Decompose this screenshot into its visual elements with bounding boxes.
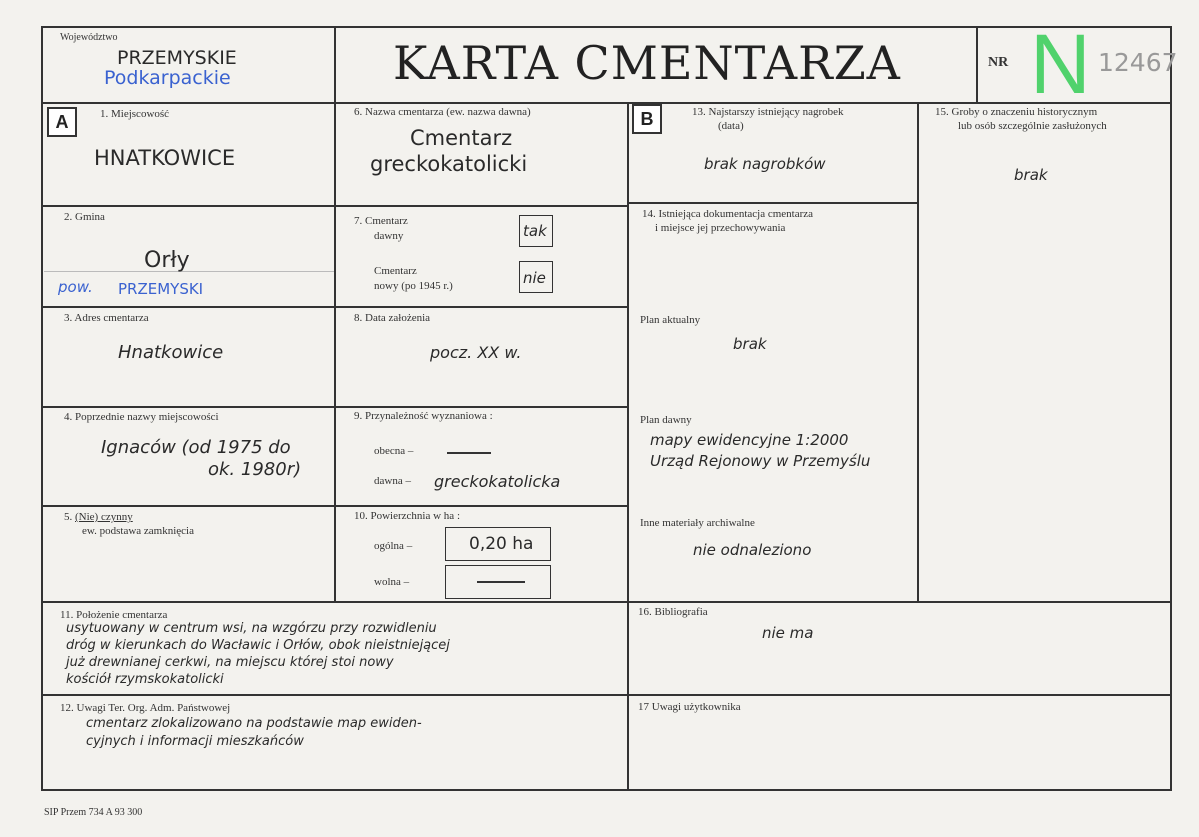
field-6-label: 6. Nazwa cmentarza (ew. nazwa dawna)	[354, 106, 531, 118]
field-11-line3: już drewnianej cerkwi, na miejscu której stoi nowy	[66, 655, 394, 670]
field-14-label-line1: 14. Istniejąca dokumentacja cmentarza	[642, 208, 814, 220]
field-7-nowy-label-b: nowy (po 1945 r.)	[374, 280, 453, 292]
field-7-nowy-label-a: Cmentarz	[374, 265, 417, 277]
field-12-line1: cmentarz zlokalizowano na podstawie map ewiden-	[86, 716, 422, 731]
field-10-wolna-value	[477, 581, 525, 583]
field-10-label: 10. Powierzchnia w ha :	[354, 510, 460, 522]
field-17-label: 17 Uwagi użytkownika	[638, 701, 741, 713]
field-13-value: brak nagrobków	[704, 155, 826, 173]
field-10-wolna-label: wolna –	[374, 576, 410, 588]
field-4-label: 4. Poprzednie nazwy miejscowości	[64, 411, 219, 423]
field-16-label: 16. Bibliografia	[638, 606, 708, 618]
row-line	[41, 601, 1172, 603]
row-line	[41, 406, 628, 408]
field-13-label-line1: 13. Najstarszy istniejący nagrobek	[692, 106, 844, 118]
field-14-label-line2: i miejsce jej przechowywania	[655, 222, 786, 234]
field-10-ogolna-label: ogólna –	[374, 540, 413, 552]
section-a-letter: A	[47, 107, 77, 137]
wojewodztwo-new-value: Podkarpackie	[104, 67, 231, 89]
plan-aktualny-label: Plan aktualny	[640, 314, 701, 326]
field-2-pow-value: PRZEMYSKI	[118, 280, 204, 298]
row-line	[41, 505, 628, 507]
wojewodztwo-label: Województwo	[60, 32, 118, 43]
field-9-dawna-value: greckokatolicka	[434, 472, 561, 491]
field-7-label: 7. Cmentarz	[354, 215, 408, 227]
row-line	[41, 694, 1172, 696]
field-8-value: pocz. XX w.	[430, 343, 522, 362]
field-5-number: 5.	[64, 511, 75, 523]
field-12-line2: cyjnych i informacji mieszkańców	[86, 734, 304, 749]
field-11-line1: usytuowany w centrum wsi, na wzgórzu przy rozwidleniu	[66, 621, 437, 636]
field-9-label: 9. Przynależność wyznaniowa :	[354, 410, 493, 422]
nr-value: 12467	[1098, 48, 1178, 77]
field-13-label-line2: (data)	[718, 120, 744, 132]
row-line	[41, 205, 628, 207]
wojewodztwo-value: PRZEMYSKIE	[117, 47, 237, 69]
field-15-value: brak	[1014, 166, 1048, 184]
field-16-value: nie ma	[762, 624, 814, 642]
inne-materialy-value: nie odnaleziono	[693, 541, 812, 559]
plan-dawny-label: Plan dawny	[640, 414, 692, 426]
field-10-ogolna-value: 0,20 ha	[469, 534, 534, 554]
field-1-value: HNATKOWICE	[94, 146, 236, 170]
field-9-dawna-label: dawna –	[374, 475, 411, 487]
field-15-label-line1: 15. Groby o znaczeniu historycznym	[935, 106, 1098, 118]
plan-aktualny-value: brak	[733, 335, 767, 353]
field-5-sublabel: ew. podstawa zamknięcia	[82, 525, 194, 537]
row-line	[41, 306, 628, 308]
field-4-value-line1: Ignaców (od 1975 do	[101, 437, 291, 458]
field-2-pow-prefix: pow.	[58, 278, 93, 296]
field-6-value-line2: greckokatolicki	[370, 152, 528, 176]
field-2-label: 2. Gmina	[64, 211, 105, 223]
field-3-value: Hnatkowice	[118, 342, 224, 363]
field-5-label	[64, 511, 133, 524]
field-5-status: (Nie) czynny	[75, 511, 133, 523]
field-7-nowy-value: nie	[523, 269, 546, 287]
nr-label: NR	[988, 55, 1009, 70]
field-9-obecna-label: obecna –	[374, 445, 414, 457]
plan-dawny-value-line2: Urząd Rejonowy w Przemyślu	[650, 452, 871, 470]
field-3-label: 3. Adres cmentarza	[64, 312, 149, 324]
plan-dawny-value-line1: mapy ewidencyjne 1:2000	[650, 431, 849, 449]
col-divider-1	[334, 26, 336, 602]
field-11-line4: kościół rzymskokatolicki	[66, 672, 224, 687]
field-4-value-line2: ok. 1980r)	[208, 459, 302, 480]
field-11-line2: dróg w kierunkach do Wacławic i Orłów, obok nieistniejącej	[66, 638, 450, 653]
field-7-dawny-value: tak	[523, 222, 547, 240]
row-line	[627, 202, 918, 204]
header-divider	[41, 102, 1172, 104]
field-7-dawny-label: dawny	[374, 230, 404, 242]
field-9-obecna-value	[447, 452, 491, 454]
section-b-letter: B	[632, 104, 662, 134]
field-8-label: 8. Data założenia	[354, 312, 431, 324]
col-divider-3	[917, 102, 919, 602]
field-6-value-line1: Cmentarz	[410, 126, 513, 150]
form-code: SIP Przem 734 A 93 300	[44, 807, 143, 818]
field-15-label-line2: lub osób szczególnie zasłużonych	[958, 120, 1107, 132]
nr-letter-stamp: N	[1030, 17, 1091, 111]
field-2-value: Orły	[144, 248, 190, 273]
field-12-label: 12. Uwagi Ter. Org. Adm. Państwowej	[60, 702, 231, 714]
nr-divider	[976, 26, 978, 103]
inne-materialy-label: Inne materiały archiwalne	[640, 517, 755, 529]
field-11-label: 11. Położenie cmentarza	[60, 609, 168, 621]
form-title: KARTA CMENTARZA	[393, 36, 901, 90]
field-1-label: 1. Miejscowość	[100, 108, 170, 120]
